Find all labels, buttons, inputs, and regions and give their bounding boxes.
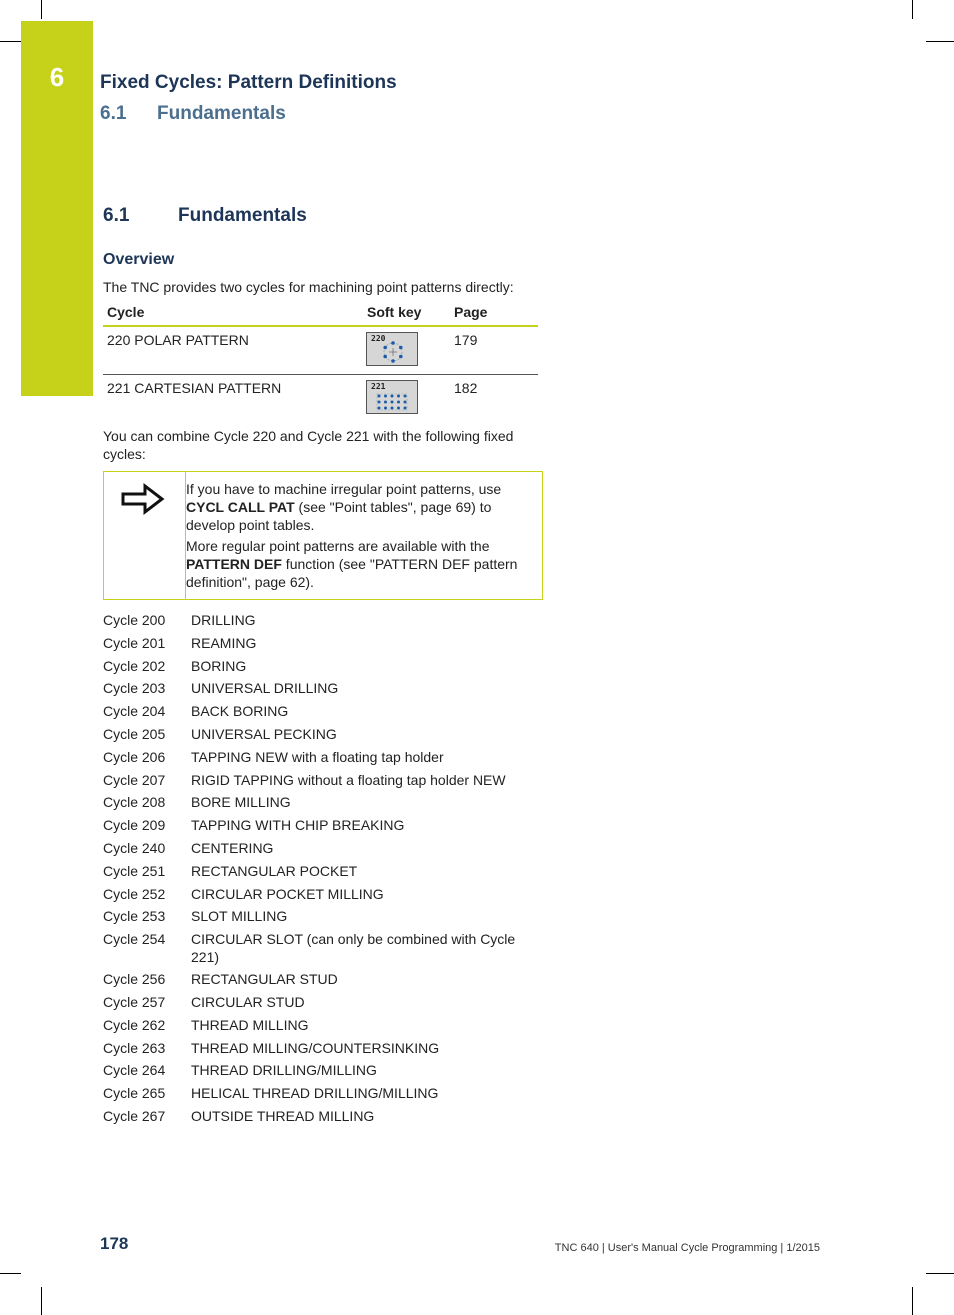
crop-mark (41, 0, 42, 19)
table-cell-cycle: 221 CARTESIAN PATTERN (107, 380, 282, 396)
table-row (103, 375, 538, 422)
cycle-description: BORE MILLING (191, 794, 291, 811)
subheading: Overview (103, 251, 175, 268)
list-item (103, 747, 543, 770)
cartesian-pattern-icon (367, 381, 419, 415)
softkey-221[interactable] (366, 380, 418, 414)
crop-mark (41, 1287, 42, 1315)
table-cell-page: 179 (454, 332, 478, 348)
list-item (103, 724, 543, 747)
list-item (103, 969, 543, 992)
cycle-number: Cycle 207 (103, 771, 166, 788)
list-item (103, 838, 543, 861)
cycle-number: Cycle 257 (103, 993, 166, 1010)
cycle-description: RECTANGULAR POCKET (191, 862, 358, 879)
cycle-description: OUTSIDE THREAD MILLING (191, 1107, 375, 1124)
chapter-number: 6 (49, 62, 65, 92)
cycle-number: Cycle 267 (103, 1107, 166, 1124)
cycle-description: TAPPING WITH CHIP BREAKING (191, 817, 405, 834)
section-number: 6.1 (103, 205, 130, 226)
intro-paragraph: The TNC provides two cycles for machining point patterns directly: (103, 279, 514, 295)
cycle-number: Cycle 251 (103, 862, 166, 879)
cycle-description: THREAD DRILLING/MILLING (191, 1062, 377, 1079)
list-item (103, 815, 543, 838)
cycle-number: Cycle 209 (103, 817, 166, 834)
footer-text: TNC 640 | User's Manual Cycle Programming | 1/2015 (554, 1242, 820, 1254)
crop-mark (0, 41, 21, 42)
softkey-label: 220 (371, 334, 386, 343)
note-text: More regular point patterns are available with the (186, 538, 490, 554)
section-title: Fundamentals (178, 205, 307, 226)
list-item (103, 678, 543, 701)
list-item (103, 701, 543, 724)
list-item (103, 1015, 543, 1038)
crop-mark (0, 1273, 21, 1274)
softkey-220[interactable] (366, 332, 418, 366)
cycle-number: Cycle 254 (103, 931, 166, 948)
table-header-row (103, 302, 538, 327)
cycle-description: BORING (191, 657, 247, 674)
crop-mark (926, 1273, 954, 1274)
note-text: function (see "PATTERN DEF pattern definition", page 62). (186, 556, 518, 590)
cycle-number: Cycle 201 (103, 634, 166, 651)
list-item (103, 610, 543, 633)
crop-mark (912, 1287, 913, 1315)
cycle-description: CIRCULAR POCKET MILLING (191, 885, 384, 902)
softkey-label: 221 (371, 382, 386, 391)
table-cell-cycle: 220 POLAR PATTERN (107, 332, 249, 348)
pattern-cycles-table (103, 302, 538, 422)
cycle-number: Cycle 200 (103, 612, 166, 628)
note-keyword-pattern-def: PATTERN DEF (186, 556, 282, 572)
running-header-section (100, 103, 286, 125)
list-item (103, 929, 543, 969)
cycle-number: Cycle 208 (103, 794, 166, 811)
section-heading (103, 205, 307, 227)
note-paragraph-1 (186, 480, 531, 534)
cycle-description: TAPPING NEW with a floating tap holder (191, 748, 444, 765)
cycle-number: Cycle 252 (103, 885, 166, 902)
list-item (103, 906, 543, 929)
cycle-description: HELICAL THREAD DRILLING/MILLING (191, 1085, 439, 1102)
list-item (103, 861, 543, 884)
note-text: (see "Point tables", page 69) to develop point tables. (186, 499, 492, 533)
cycle-number: Cycle 265 (103, 1085, 166, 1102)
cycle-description: CIRCULAR SLOT (can only be combined with Cycle 221) (191, 931, 516, 966)
list-item (103, 1083, 543, 1106)
cycle-description: RECTANGULAR STUD (191, 971, 338, 988)
table-header-cycle: Cycle (107, 304, 145, 320)
crop-mark (912, 0, 913, 19)
running-header-section-number: 6.1 (100, 103, 127, 124)
running-header-section-title: Fundamentals (157, 103, 286, 124)
list-item (103, 770, 543, 793)
note-text: If you have to machine irregular point patterns, use (186, 481, 502, 497)
cycle-description: CIRCULAR STUD (191, 993, 305, 1010)
table-row (103, 327, 538, 375)
polar-pattern-icon (367, 333, 419, 367)
table-header-softkey: Soft key (367, 304, 422, 320)
table-cell-page: 182 (454, 380, 478, 396)
list-item (103, 992, 543, 1015)
cycle-list (103, 610, 543, 1129)
cycle-number: Cycle 203 (103, 680, 166, 697)
cycle-description: THREAD MILLING/COUNTERSINKING (191, 1039, 440, 1056)
combine-paragraph: You can combine Cycle 220 and Cycle 221 with the following fixed cycles: (103, 428, 514, 462)
cycle-description: UNIVERSAL DRILLING (191, 680, 339, 697)
cycle-number: Cycle 206 (103, 748, 166, 765)
note-box (103, 471, 543, 600)
cycle-number: Cycle 263 (103, 1039, 166, 1056)
cycle-number: Cycle 240 (103, 839, 166, 856)
list-item (103, 656, 543, 679)
note-paragraph-2 (186, 537, 531, 591)
cycle-number: Cycle 205 (103, 725, 166, 742)
cycle-description: DRILLING (191, 612, 256, 628)
cycle-description: UNIVERSAL PECKING (191, 725, 337, 742)
running-header-title: Fixed Cycles: Pattern Definitions (100, 72, 397, 93)
cycle-description: SLOT MILLING (191, 908, 288, 925)
cycle-description: BACK BORING (191, 703, 289, 720)
list-item (103, 1060, 543, 1083)
crop-mark (926, 41, 954, 42)
cycle-description: RIGID TAPPING without a floating tap holder NEW (191, 771, 506, 788)
list-item (103, 1038, 543, 1061)
cycle-number: Cycle 253 (103, 908, 166, 925)
cycle-description: REAMING (191, 634, 257, 651)
cycle-number: Cycle 262 (103, 1016, 166, 1033)
page-number: 178 (100, 1234, 129, 1253)
cycle-description: THREAD MILLING (191, 1016, 309, 1033)
cycle-description: CENTERING (191, 839, 274, 856)
table-header-page: Page (454, 304, 488, 320)
list-item (103, 884, 543, 907)
cycle-number: Cycle 202 (103, 657, 166, 674)
cycle-number: Cycle 204 (103, 703, 166, 720)
right-arrow-icon (120, 482, 166, 516)
note-keyword-cycl-call-pat: CYCL CALL PAT (186, 499, 295, 515)
list-item (103, 792, 543, 815)
list-item (103, 1106, 543, 1129)
cycle-number: Cycle 264 (103, 1062, 166, 1079)
cycle-number: Cycle 256 (103, 971, 166, 988)
list-item (103, 633, 543, 656)
